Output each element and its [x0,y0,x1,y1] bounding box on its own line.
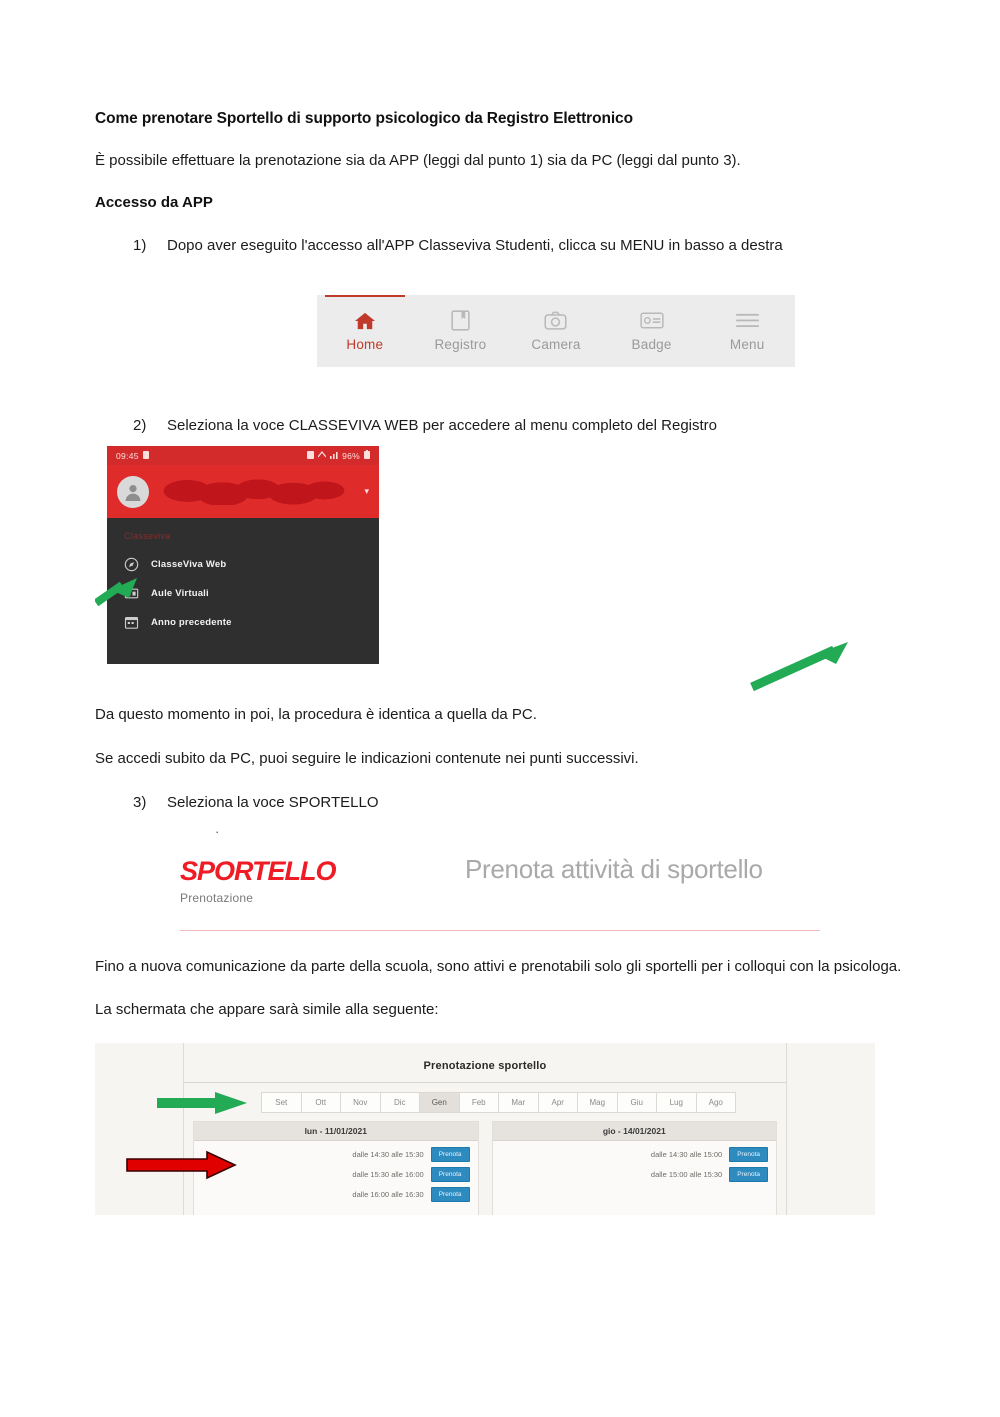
sportello-logo: SPORTELLO [180,855,336,886]
compass-icon [124,557,139,572]
slot-time: dalle 15:30 alle 16:00 [352,1170,424,1179]
tab-registro[interactable] [413,295,509,367]
wifi-icon [318,451,326,461]
green-arrow-to-month-tabs-icon [157,1092,249,1119]
app-tabbar [317,295,795,367]
booking-screenshot [95,1043,875,1215]
step-3 [95,792,905,814]
battery-percent: 96% [342,450,360,461]
menu-item-anno-precedente[interactable] [107,608,379,637]
month-tab-feb[interactable]: Feb [459,1092,500,1113]
month-tab-giu[interactable]: Giu [617,1092,658,1113]
alarm-icon [143,451,149,461]
sportello-page-title: Prenota attività di sportello [465,853,763,884]
menu-item-aule-virtuali-label: Aule Virtuali [151,588,209,600]
page-title: Come prenotare Sportello di supporto psicologico da Registro Elettronico [95,110,633,127]
step-1 [95,235,905,257]
camera-icon [544,310,567,332]
calendar-icon [124,615,139,630]
step-2-number: 2) [133,416,147,434]
badge-icon [640,310,664,332]
hamburger-icon [735,310,760,332]
slot-time: dalle 14:30 alle 15:00 [650,1150,723,1159]
menu-section-label: Classeviva [124,531,171,542]
month-tab-dic[interactable]: Dic [380,1092,421,1113]
tab-badge-label: Badge [631,336,672,352]
red-arrow-to-slots-icon [125,1150,237,1185]
paragraph-schermata: La schermata che appare sarà simile alla seguente: [95,1001,439,1019]
figure-booking-screen [95,1043,905,1215]
slot-time: dalle 15:00 alle 15:30 [650,1170,723,1179]
booking-day-column [492,1121,778,1215]
intro-paragraph: È possibile effettuare la prenotazione sia da APP (leggi dal punto 1) sia da PC (leggi dal punto 3). [95,152,741,169]
tab-camera-label: Camera [531,336,581,352]
month-tab-nov[interactable]: Nov [340,1092,381,1113]
battery-icon [364,450,370,461]
section-heading-app: Accesso da APP [95,193,213,211]
step-3-number: 3) [133,793,147,811]
booking-slot [493,1147,769,1162]
tab-registro-label: Registro [434,336,487,352]
sportello-divider [180,930,820,932]
status-bar [107,446,379,465]
signal-icon [330,451,338,461]
month-tab-ago[interactable]: Ago [696,1092,737,1113]
prenota-button[interactable]: Prenota [431,1147,470,1162]
tab-badge[interactable] [604,295,700,367]
month-tab-set[interactable]: Set [261,1092,302,1113]
book-icon [451,310,470,332]
booking-slot-list [493,1141,777,1207]
stray-dot-mark: · [215,823,220,839]
mobile-menu-screenshot [107,446,379,664]
menu-user-header [107,465,379,518]
prenota-button[interactable]: Prenota [729,1167,768,1182]
green-arrow-to-classeviva-web-icon [95,576,141,613]
status-bar-right [307,450,370,461]
booking-content [183,1043,787,1215]
booking-title: Prenotazione sportello [423,1060,547,1072]
booking-slot [194,1187,470,1202]
slot-time: dalle 14:30 alle 15:30 [352,1150,424,1159]
month-tab-gen[interactable]: Gen [419,1092,460,1113]
booking-day-header: gio - 14/01/2021 [493,1122,777,1141]
step-2 [95,415,905,437]
month-tab-mag[interactable]: Mag [577,1092,618,1113]
figure-app-tabbar [95,285,905,397]
prenota-button[interactable]: Prenota [431,1167,470,1182]
step-2-text: Seleziona la voce CLASSEVIVA WEB per accedere al menu completo del Registro [167,416,718,434]
menu-item-classeviva-web-label: ClasseViva Web [151,559,227,571]
booking-slot [493,1167,769,1182]
menu-item-anno-precedente-label: Anno precedente [151,617,232,629]
tab-menu[interactable] [699,295,795,367]
prenota-button[interactable]: Prenota [431,1187,470,1202]
month-tab-mar[interactable]: Mar [498,1092,539,1113]
booking-divider [184,1082,786,1083]
status-time: 09:45 [116,450,139,461]
paragraph-identica-pc: Da questo momento in poi, la procedura è identica a quella da PC. [95,706,537,724]
menu-item-aule-virtuali[interactable] [107,579,379,608]
month-tab-ott[interactable]: Ott [301,1092,342,1113]
sportello-logo-sub: Prenotazione [180,890,254,905]
figure-sportello-banner [95,824,905,934]
tab-home[interactable] [317,295,413,367]
home-icon [354,310,376,332]
month-tabs [262,1092,736,1113]
tab-menu-label: Menu [729,336,765,352]
month-tab-lug[interactable]: Lug [656,1092,697,1113]
prenota-button[interactable]: Prenota [729,1147,768,1162]
user-name-redacted [156,478,352,505]
tab-home-label: Home [346,336,384,352]
avatar [117,476,149,508]
step-3-text: Seleziona la voce SPORTELLO [167,793,379,811]
month-tab-apr[interactable]: Apr [538,1092,579,1113]
booking-day-header: lun - 11/01/2021 [194,1122,478,1141]
menu-item-classeviva-web[interactable] [107,550,379,579]
step-1-text: Dopo aver eseguito l'accesso all'APP Classeviva Studenti, clicca su MENU in basso a destra [167,236,783,254]
slot-time: dalle 16:00 alle 16:30 [352,1190,424,1199]
step-1-number: 1) [133,236,147,254]
paragraph-accedi-da-pc: Se accedi subito da PC, puoi seguire le indicazioni contenute nei punti successivi. [95,750,639,767]
notification-icon [307,451,314,461]
tab-camera[interactable] [508,295,604,367]
paragraph-psicologa: Fino a nuova comunicazione da parte della scuola, sono attivi e prenotabili solo gli sportelli per i colloqui con la psicologa. [95,957,902,975]
figure-mobile-menu [95,446,905,678]
status-bar-left [116,451,149,461]
booking-day-columns [193,1121,777,1215]
active-tab-indicator [325,295,405,298]
sportello-logo-block [180,855,370,905]
chevron-down-icon[interactable]: ▾ [364,486,369,497]
